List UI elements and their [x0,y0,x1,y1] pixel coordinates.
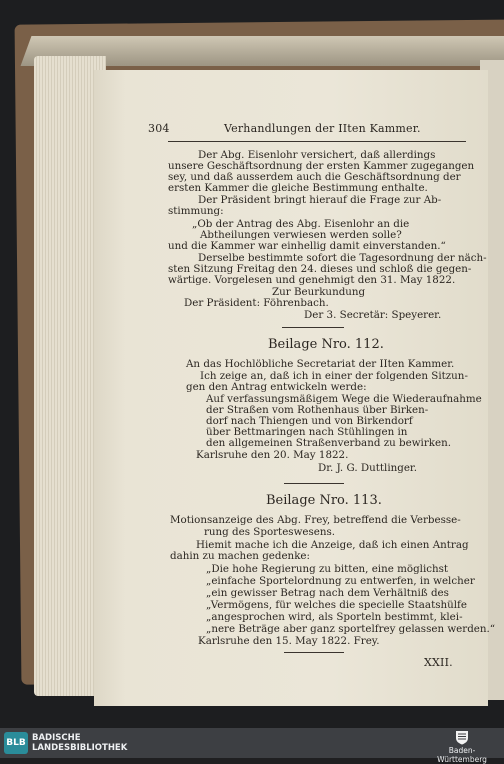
text-line: Der 3. Secretär: Speyerer. [304,309,442,321]
text-line: stimmung: [168,205,224,217]
text-line: „nere Beträge aber ganz sportelfrey gelassen werden.“ [206,623,496,635]
text-line: Karlsruhe den 15. May 1822. Frey. [198,635,380,647]
library-name[interactable] [32,733,127,753]
text-line: Hiemit mache ich die Anzeige, daß ich einen Antrag [196,539,469,551]
text-line: „Die hohe Regierung zu bitten, eine möglichst [206,563,449,575]
section-rule [284,652,344,653]
text-line: sten Sitzung Freitag den 24. dieses und schloß die gegen- [168,263,472,275]
text-line: „angesprochen wird, als Sporteln bestimmt, klei- [206,611,463,623]
text-line: und die Kammer war einhellig damit einverstanden.“ [168,240,446,252]
text-line: Der Präsident: Föhrenbach. [184,297,329,309]
running-head: Verhandlungen der IIten Kammer. [224,122,421,135]
library-name-line2: LANDESBIBLIOTHEK [32,743,128,753]
text-line: sey, und daß ausserdem auch die Geschäftsordnung der [168,171,461,183]
text-line: Motionsanzeige des Abg. Frey, betreffend die Verbesse- [170,514,461,526]
text-line: An das Hochlöbliche Secretariat der IIten Kammer. [186,358,455,370]
text-line: Der Präsident bringt hierauf die Frage zur Ab- [198,194,442,206]
baden-wuerttemberg-logo[interactable] [424,730,500,764]
signature-mark: XXII. [424,656,453,669]
head-rule [168,141,466,142]
text-line: ersten Kammer die gleiche Bestimmung enthalte. [168,182,428,194]
text-line: dorf nach Thiengen und von Birkendorf [206,415,413,427]
text-line: der Straßen vom Rothenhaus über Birken- [206,404,429,416]
text-line: „ein gewisser Betrag nach dem Verhältniß des [206,587,449,599]
text-line: Dr. J. G. Duttlinger. [318,462,418,474]
text-line: rung des Sporteswesens. [204,526,336,538]
text-line: wärtige. Vorgelesen und genehmigt den 31. May 1822. [168,274,456,286]
text-line: den allgemeinen Straßenverband zu bewirken. [206,437,451,449]
text-line: „Vermögens, für welches die specielle Staatshülfe [206,599,467,611]
viewer-footer [0,728,504,764]
page-number: 304 [148,122,170,135]
text-line: unsere Geschäftsordnung der ersten Kammer zugegangen [168,160,475,172]
partner-name: Baden-Württemberg [437,746,487,764]
section-rule [282,327,344,328]
text-line: Zur Beurkundung [272,286,366,298]
blb-logo[interactable]: BLB [4,732,28,754]
text-line: gen den Antrag entwickeln werde: [186,381,367,393]
text-line: dahin zu machen gedenke: [170,550,310,562]
text-line: „Ob der Antrag des Abg. Eisenlohr an die [192,218,410,230]
text-line: über Bettmaringen nach Stühlingen in [206,426,408,438]
text-line: Karlsruhe den 20. May 1822. [196,449,349,461]
text-line: Abtheilungen verwiesen werden solle? [200,229,402,241]
library-name-line1: BADISCHE [32,733,81,743]
text-line: Derselbe bestimmte sofort die Tagesordnung der näch- [198,252,487,264]
text-line: Ich zeige an, daß ich in einer der folgenden Sitzun- [200,370,468,382]
section-rule [284,483,344,484]
beilage-113-title: Beilage Nro. 113. [266,493,382,508]
text-line: „einfache Sportelordnung zu entwerfen, in welcher [206,575,475,587]
coat-of-arms-icon [455,730,469,745]
text-line: Der Abg. Eisenlohr versichert, daß allerdings [198,149,436,161]
text-line: Auf verfassungsmäßigem Wege die Wiederaufnahme [206,393,482,405]
beilage-112-title: Beilage Nro. 112. [268,337,384,352]
